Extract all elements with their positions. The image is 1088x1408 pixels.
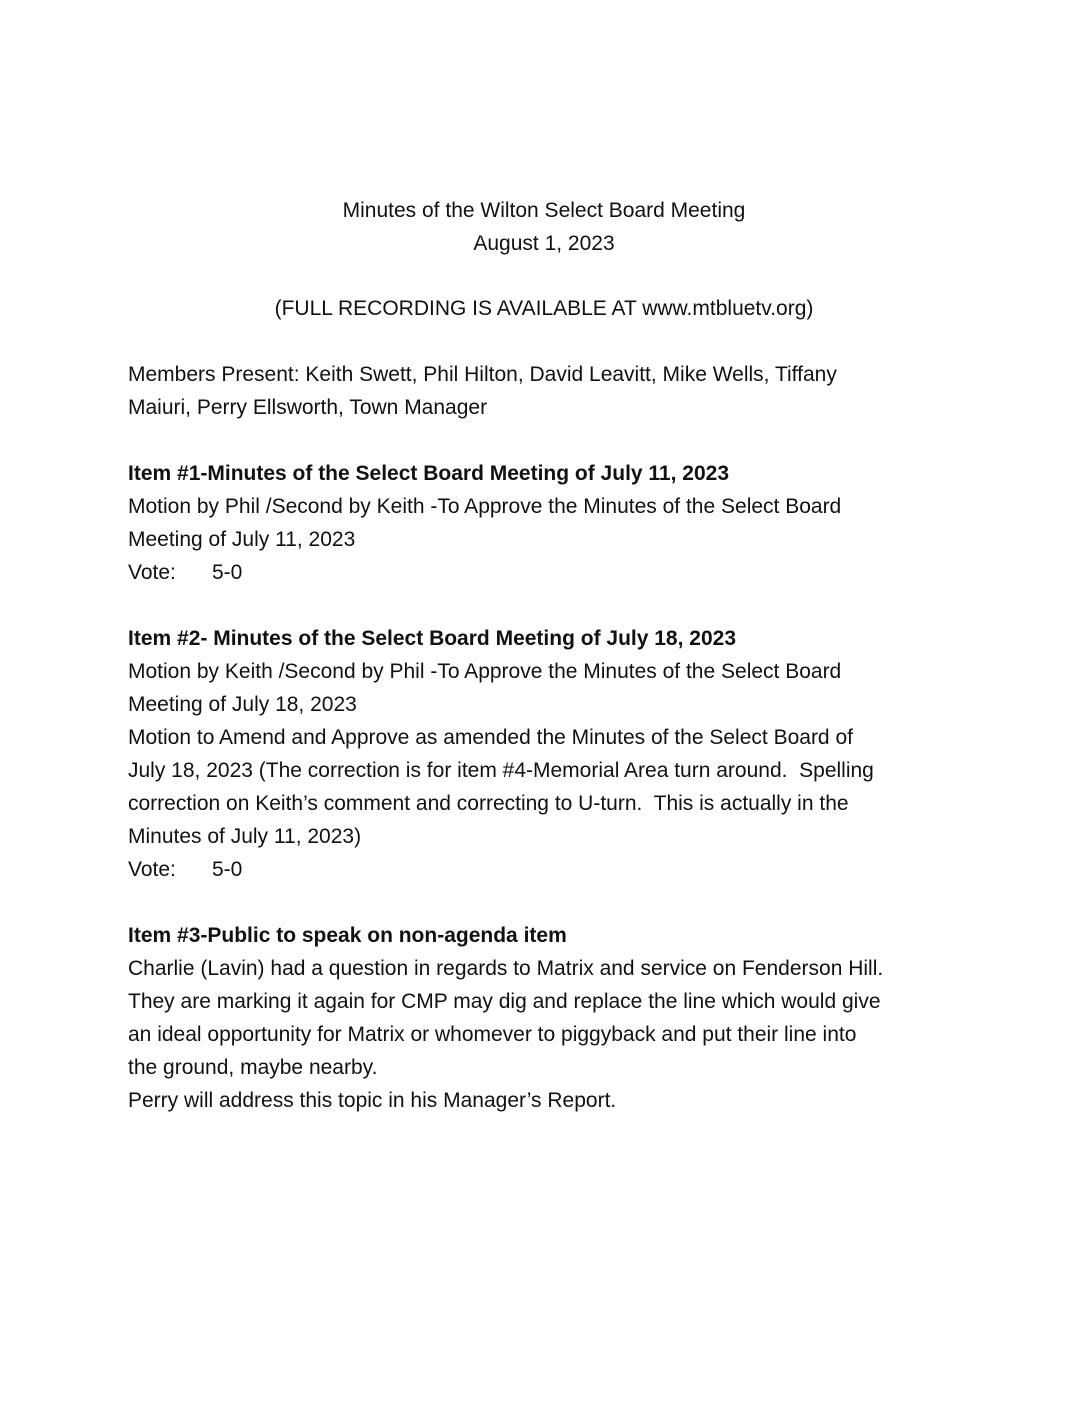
minutes-body	[128, 358, 958, 1117]
item-1	[128, 457, 958, 589]
item-text-line: Meeting of July 11, 2023	[128, 528, 356, 551]
item-text-line: Minutes of July 11, 2023)	[128, 825, 362, 848]
title-block	[0, 194, 1088, 260]
vote-label: Vote:	[128, 858, 176, 881]
meeting-date: August 1, 2023	[473, 232, 615, 255]
item-heading: Item #1-Minutes of the Select Board Meeting of July 11, 2023	[128, 462, 730, 485]
item-text-line: Charlie (Lavin) had a question in regards to Matrix and service on Fenderson Hill.	[128, 957, 884, 980]
item-2	[128, 622, 958, 886]
item-text-line: correction on Keith’s comment and correcting to U-turn. This is actually in the	[128, 792, 849, 815]
item-heading: Item #3-Public to speak on non-agenda item	[128, 924, 567, 947]
item-text-line: July 18, 2023 (The correction is for item #4-Memorial Area turn around. Spelling	[128, 759, 874, 782]
item-text-line: an ideal opportunity for Matrix or whomever to piggyback and put their line into	[128, 1023, 857, 1046]
item-text-line: Motion to Amend and Approve as amended the Minutes of the Select Board of	[128, 726, 853, 749]
members-line: Members Present: Keith Swett, Phil Hilton, David Leavitt, Mike Wells, Tiffany	[128, 363, 837, 386]
vote-result: 5-0	[212, 561, 243, 584]
vote-result: 5-0	[212, 858, 243, 881]
item-text-line: Motion by Phil /Second by Keith -To Approve the Minutes of the Select Board	[128, 495, 842, 518]
vote-label: Vote:	[128, 561, 176, 584]
item-text-line: Meeting of July 18, 2023	[128, 693, 357, 716]
item-heading: Item #2- Minutes of the Select Board Meeting of July 18, 2023	[128, 627, 736, 650]
item-3	[128, 919, 958, 1117]
document-title: Minutes of the Wilton Select Board Meeting	[342, 199, 746, 222]
vote-line	[128, 556, 958, 589]
members-line: Maiuri, Perry Ellsworth, Town Manager	[128, 396, 488, 419]
item-text-line: Perry will address this topic in his Manager’s Report.	[128, 1089, 617, 1112]
item-text-line: Motion by Keith /Second by Phil -To Approve the Minutes of the Select Board	[128, 660, 842, 683]
members-present	[128, 358, 958, 424]
item-text-line: They are marking it again for CMP may dig and replace the line which would give	[128, 990, 881, 1013]
vote-line	[128, 853, 958, 886]
recording-note: (FULL RECORDING IS AVAILABLE AT www.mtbluetv.org)	[274, 297, 814, 320]
item-text-line: the ground, maybe nearby.	[128, 1056, 378, 1079]
